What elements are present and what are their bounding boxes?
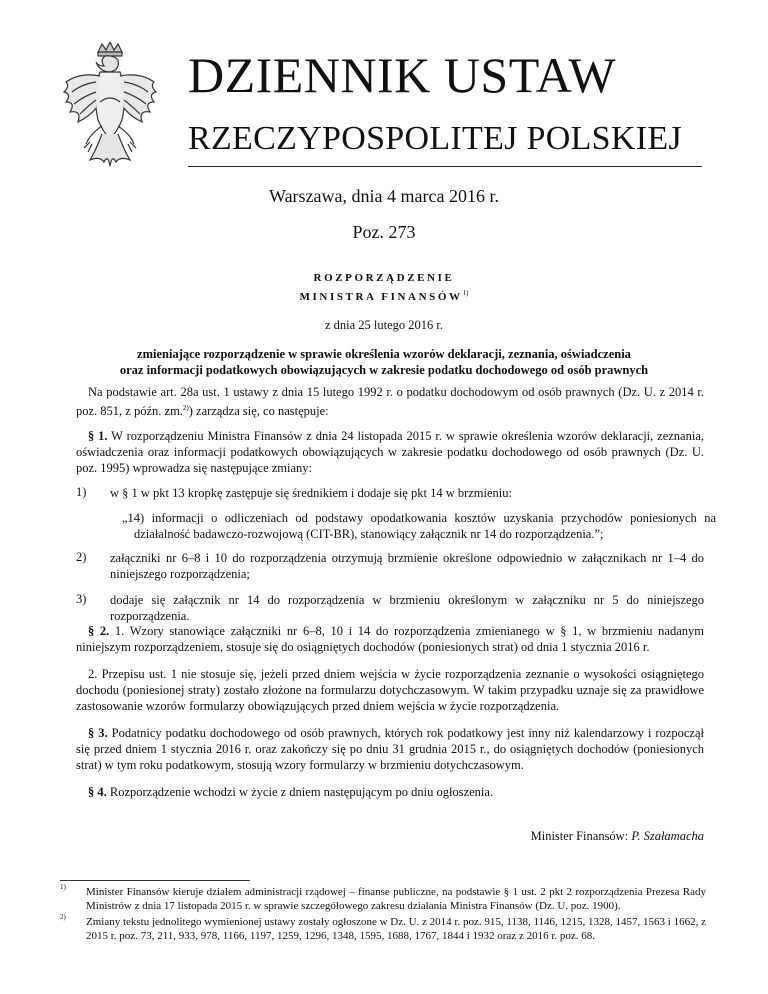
- section-2: [76, 623, 704, 655]
- footnote-ref-1: 1): [462, 289, 469, 297]
- polish-eagle-emblem-icon: [60, 42, 160, 170]
- section-3: [76, 725, 704, 773]
- item-1-number: 1): [76, 485, 87, 499]
- act-subject-line-2: oraz informacji podatkowych obowiązujących w zakresie podatku dochodowego od osób prawnych: [119, 363, 649, 377]
- footnote-divider: [60, 880, 250, 881]
- section-1: [76, 428, 704, 476]
- journal-subtitle: RZECZYPOSPOLITEJ POLSKIEJ: [188, 120, 682, 157]
- quoted-amendment: „14) informacji o odliczeniach od podstawy opodatkowania kosztów uzyskania przychodów poniesionych na działalność badawczo-rozwojową (CIT-BR), stanowiący załącznik nr 14 do rozporządzenia.”;: [122, 511, 716, 541]
- footnote-2-mark: 2): [60, 913, 66, 921]
- section-3-text: Podatnicy podatku dochodowego od osób prawnych, których rok podatkowy jest inny niż kalendarzowy i rozpoczął się przed dniem 1 stycznia 2016 r. oraz zakończy się po dniu 31 grudnia 2015 r., do osiągniętych dochodów (poniesionych strat) w tym roku podatkowym, stosują wzory formularzy w brzmieniu dotychczasowym.: [76, 726, 705, 772]
- section-2-text: 1. Wzory stanowiące załączniki nr 6–8, 10 i 14 do rozporządzenia zmienianego w § 1, w brzmieniu nadanym niniejszym rozporządzeniem, stosuje się do osiągniętych dochodów (poniesionych strat) od dnia 1 stycznia 2016 r.: [76, 624, 705, 654]
- header-divider: [188, 166, 702, 167]
- item-2-text: załączniki nr 6–8 i 10 do rozporządzenia otrzymują brzmienie określone odpowiednio w załącznikach nr 1–4 do niniejszego rozporządzenia;: [110, 551, 704, 581]
- publication-place-date: Warszawa, dnia 4 marca 2016 r.: [269, 186, 499, 206]
- act-subject: [0, 346, 768, 378]
- section-4: [76, 784, 704, 800]
- item-2-number: 2): [76, 550, 87, 564]
- act-type: ROZPORZĄDZENIE: [313, 272, 455, 284]
- act-date: z dnia 25 lutego 2016 r.: [324, 318, 444, 332]
- act-issuer-label: MINISTRA FINANSÓW: [299, 291, 463, 303]
- preamble-text-b: ) zarządza się, co następuje:: [188, 404, 329, 418]
- act-issuer: [0, 289, 768, 303]
- signature-role: Minister Finansów:: [530, 829, 632, 843]
- preamble: [76, 384, 704, 419]
- section-2-label: § 2.: [88, 624, 110, 638]
- footnote-2: Zmiany tekstu jednolitego wymienionej ustawy zostały ogłoszone w Dz. U. z 2014 r. poz. 915, 1138, 1146, 1215, 1328, 1457, 1563 i 1662, z 2015 r. poz. 73, 211, 933, 978, 1166, 1197, 1259, 1296, 1348, 1595, 1688, 1767, 1844 i 1932 oraz z 2016 r. poz. 68.: [86, 916, 706, 942]
- preamble-text-a: Na podstawie art. 28a ust. 1 ustawy z dnia 15 lutego 1992 r. o podatku dochodowym od osób prawnych (Dz. U. z 2014 r. poz. 851, z późn. zm.: [76, 385, 704, 418]
- signature-name: P. Szałamacha: [631, 829, 704, 843]
- section-4-label: § 4.: [88, 785, 107, 799]
- section-1-label: § 1.: [88, 429, 108, 443]
- footnote-1-mark: 1): [60, 883, 66, 891]
- signature: [531, 828, 704, 844]
- publication-position: Poz. 273: [352, 222, 416, 242]
- section-2-paragraph-2: 2. Przepisu ust. 1 nie stosuje się, jeżeli przed dniem wejścia w życie rozporządzenia zeznanie o wysokości osiągniętego dochodu (poniesionej straty) zostało złożone na formularzu dotychczasowym. W takim przypadku uznaje się za prawidłowe zastosowanie wzorów formularzy obowiązujących przed dniem wejścia w życie rozporządzenia.: [76, 667, 704, 713]
- section-4-text: Rozporządzenie wchodzi w życie z dniem następującym po dniu ogłoszenia.: [106, 785, 494, 799]
- item-3-text: dodaje się załącznik nr 14 do rozporządzenia w brzmieniu określonym w załączniku nr 5 do niniejszego rozporządzenia.: [110, 593, 704, 623]
- act-subject-line-1: zmieniające rozporządzenie w sprawie określenia wzorów deklaracji, zeznania, oświadczenia: [137, 347, 631, 361]
- item-1-text: w § 1 w pkt 13 kropkę zastępuje się średnikiem i dodaje się pkt 14 w brzmieniu:: [110, 486, 512, 500]
- section-1-text: W rozporządzeniu Ministra Finansów z dnia 24 listopada 2015 r. w sprawie określenia wzorów deklaracji, zeznania, oświadczenia oraz informacji podatkowych obowiązujących w zakresie podatku dochodowego od osób prawnych (Dz. U. poz. 1995) wprowadza się następujące zmiany:: [76, 429, 704, 475]
- journal-title: DZIENNIK USTAW: [188, 47, 617, 103]
- footnote-ref-2: 2): [182, 404, 189, 412]
- footnote-1: Minister Finansów kieruje działem administracji rządowej – finanse publiczne, na podstawie § 1 ust. 2 pkt 2 rozporządzenia Prezesa Rady Ministrów z dnia 17 listopada 2015 r. w sprawie szczegółowego zakresu działania Ministra Finansów (Dz. U. poz. 1900).: [86, 886, 706, 912]
- section-3-label: § 3.: [88, 726, 108, 740]
- item-3-number: 3): [76, 592, 87, 606]
